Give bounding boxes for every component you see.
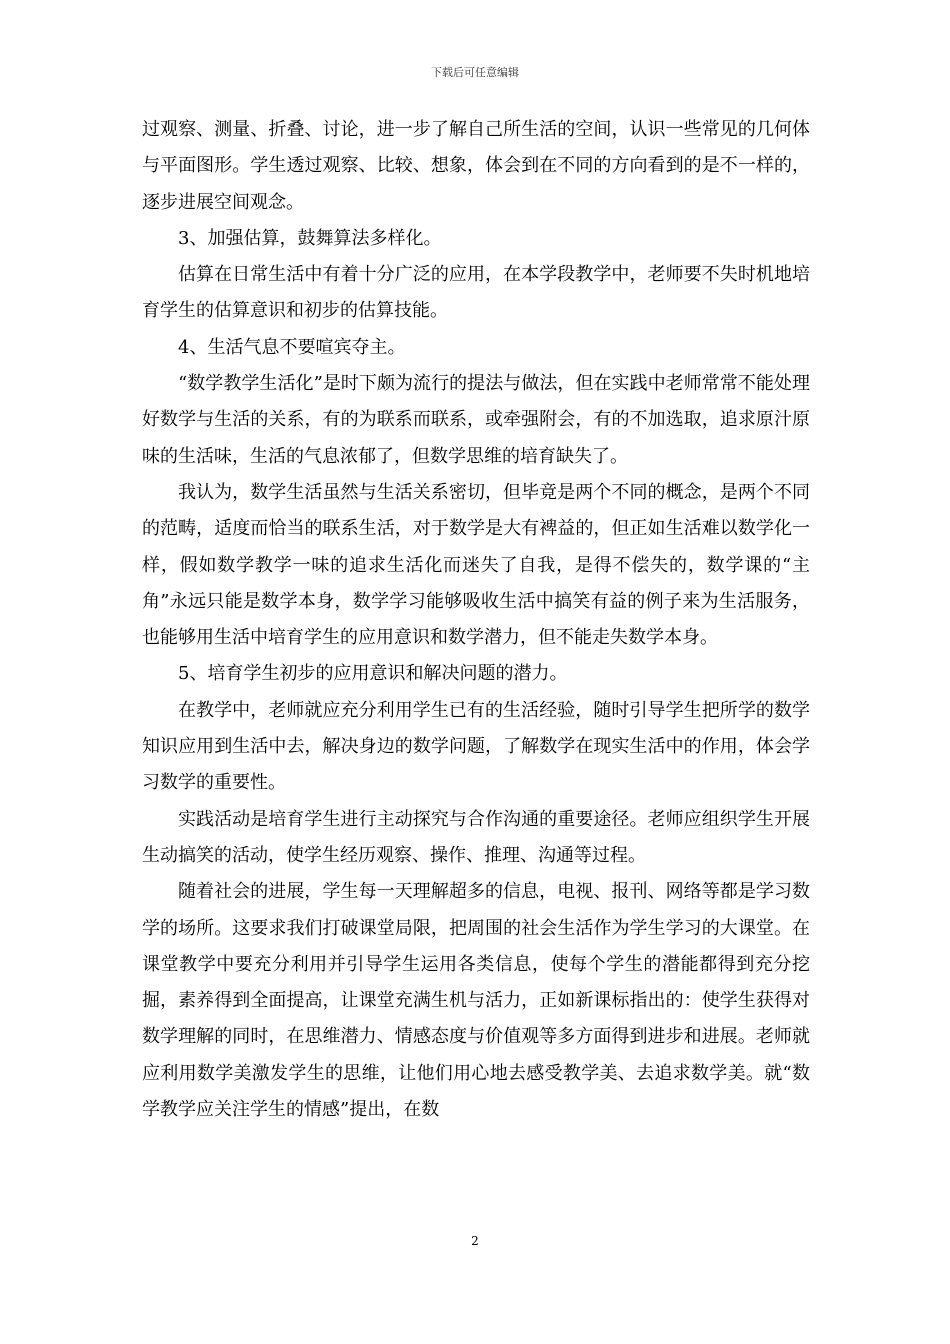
paragraph-4: 4、生活气息不要喧宾夺主。: [178, 336, 406, 358]
paragraph-1: 过观察、测量、折叠、讨论，进一步了解自己所生活的空间，认识一些常见的几何体与平面图形。学生透过观察、比较、想象，体会到在不同的方向看到的是不一样的，逐步进展空间观念。: [142, 119, 810, 213]
paragraph-2: 3、加强估算，鼓舞算法多样化。: [178, 227, 442, 249]
paragraph-6: 我认为，数学生活虽然与生活关系密切，但毕竟是两个不同的概念，是两个不同的范畴，适度而恰当的联系生活，对于数学是大有裨益的，但正如生活难以数学化一样，假如数学教学一味的追求生活化而迷失了自我，是得不偿失的，数学课的“主角”永远只能是数学本身，数学学习能够吸收生活中搞笑有益的例子来为生活服务，也能够用生活中培育学生的应用意识和数学潜力，但不能走失数学本身。: [142, 481, 810, 649]
paragraph-8: 在教学中，老师就应充分利用学生已有的生活经验，随时引导学生把所学的数学知识应用到生活中去，解决身边的数学问题，了解数学在现实生活中的作用，体会学习数学的重要性。: [142, 699, 810, 794]
page-header: 下载后可任意编辑: [431, 66, 519, 79]
paragraph-10: 随着社会的进展，学生每一天理解超多的信息，电视、报刊、网络等都是学习数学的场所。这要求我们打破课堂局限，把周围的社会生活作为学生学习的大课堂。在课堂教学中要充分利用并引导学生运用各类信息，使每个学生的潜能都得到充分挖掘，素养得到全面提高，让课堂充满生机与活力，正如新课标指出的：使学生获得对数学理解的同时，在思维潜力、情感态度与价值观等多方面得到进步和进展。老师就应利用数学美激发学生的思维，让他们用心地去感受教学美、去追求数学美。就“数学教学应关注学生的情感”提出，在数: [142, 881, 810, 1121]
paragraph-3: 估算在日常生活中有着十分广泛的应用，在本学段教学中，老师要不失时机地培育学生的估算意识和初步的估算技能。: [142, 264, 810, 322]
paragraph-5: “数学教学生活化”是时下颇为流行的提法与做法，但在实践中老师常常不能处理好数学与生活的关系，有的为联系而联系，或牵强附会，有的不加选取，追求原汁原味的生活味，生活的气息浓郁了，但数学思维的培育缺失了。: [142, 373, 810, 467]
paragraph-7: 5、培育学生初步的应用意识和解决问题的潜力。: [178, 663, 568, 685]
page-number: 2: [471, 1234, 479, 1248]
paragraph-9: 实践活动是培育学生进行主动探究与合作沟通的重要途径。老师应组织学生开展生动搞笑的活动，使学生经历观察、操作、推理、沟通等过程。: [142, 808, 810, 866]
document-body: [142, 112, 810, 1128]
